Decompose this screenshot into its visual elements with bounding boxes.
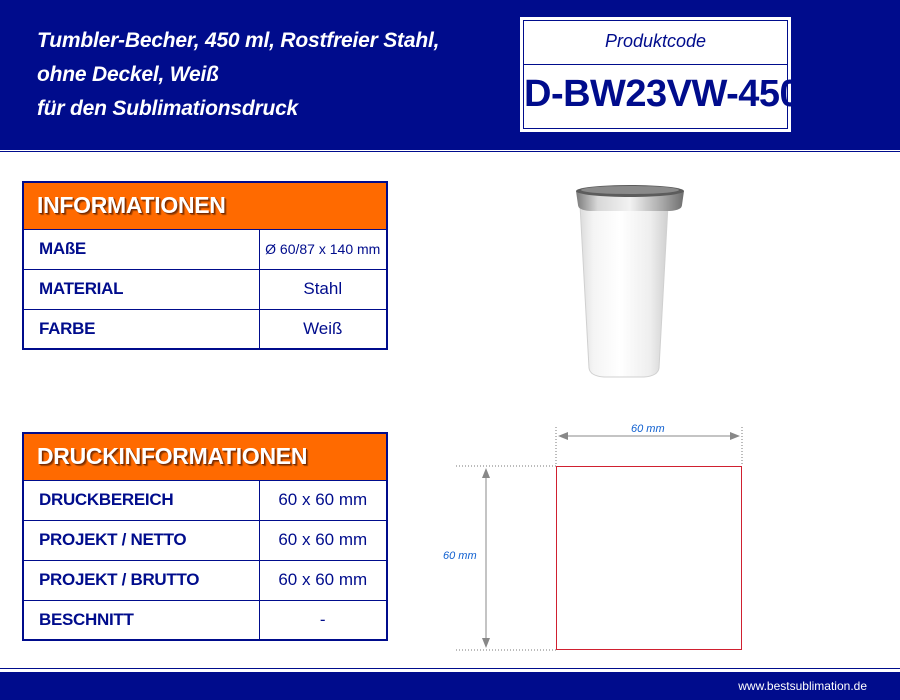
row-key-color: FARBE <box>23 309 259 349</box>
print-table-title: DRUCKINFORMATIONEN <box>23 433 387 480</box>
row-key-bleed: BESCHNITT <box>23 600 259 640</box>
width-arrow-right <box>730 432 740 440</box>
footer-bar <box>0 672 900 700</box>
row-key-material: MATERIAL <box>23 269 259 309</box>
height-label: 60 mm <box>443 550 477 562</box>
row-key-dimensions: MAßE <box>23 229 259 269</box>
footer-divider <box>0 668 900 669</box>
product-code-value: D-BW23VW-450 <box>524 73 801 115</box>
height-arrow-bottom <box>482 638 490 648</box>
row-value-color: Weiß <box>259 309 387 349</box>
height-arrow-top <box>482 468 490 478</box>
title-line-2: ohne Deckel, Weiß <box>37 63 219 86</box>
width-label: 60 mm <box>631 423 665 435</box>
row-value-project-net: 60 x 60 mm <box>259 520 387 560</box>
row-key-project-gross: PROJEKT / BRUTTO <box>23 560 259 600</box>
row-value-material: Stahl <box>259 269 387 309</box>
row-key-print-area: DRUCKBEREICH <box>23 480 259 520</box>
row-key-project-net: PROJEKT / NETTO <box>23 520 259 560</box>
row-value-project-gross: 60 x 60 mm <box>259 560 387 600</box>
row-value-dimensions: Ø 60/87 x 140 mm <box>259 229 387 269</box>
website-link[interactable]: www.bestsublimation.de <box>738 679 867 693</box>
print-area-box <box>556 466 742 650</box>
information-table-title: INFORMATIONEN <box>23 182 387 229</box>
title-line-1: Tumbler-Becher, 450 ml, Rostfreier Stahl, <box>37 29 440 52</box>
row-value-print-area: 60 x 60 mm <box>259 480 387 520</box>
title-line-3: für den Sublimationsdruck <box>37 97 299 120</box>
product-code-label: Produktcode <box>604 31 707 51</box>
width-arrow-left <box>558 432 568 440</box>
row-value-bleed: - <box>259 600 387 640</box>
